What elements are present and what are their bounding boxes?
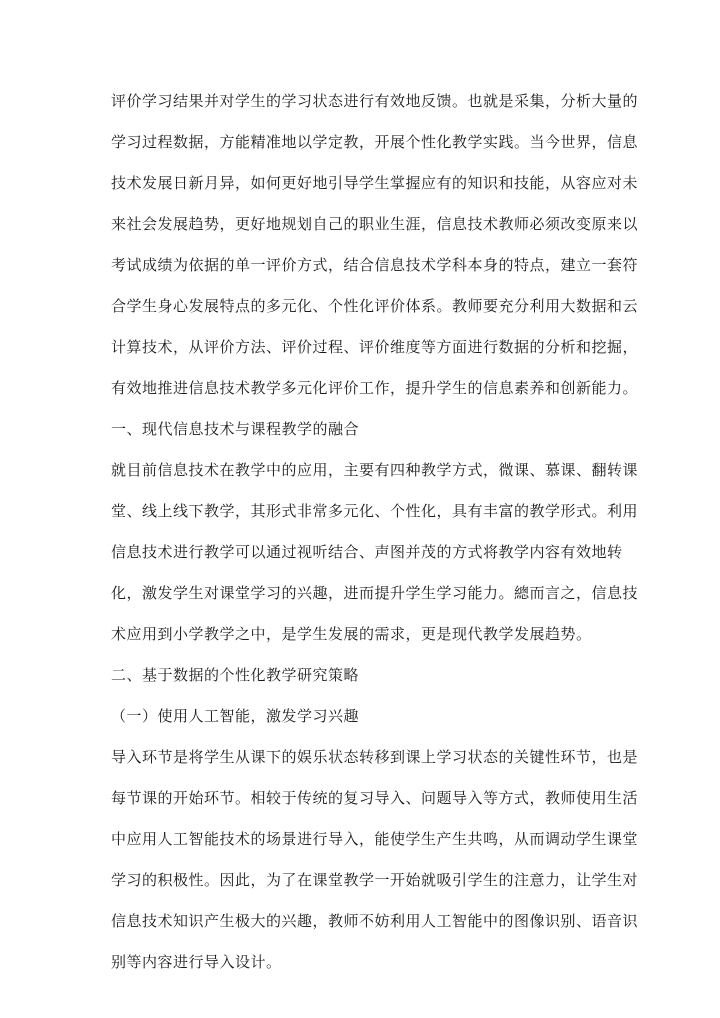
paragraph-2-line: 就目前信息技术在教学中的应用，主要有四种教学方式，微课、慕课、翻转课	[111, 461, 639, 479]
paragraph-1-line: 评价学习结果并对学生的学习状态进行有效地反馈。也就是采集，分析大量的	[111, 92, 639, 110]
paragraph-1-line: 技术发展日新月异，如何更好地引导学生掌握应有的知识和技能，从容应对未	[111, 174, 639, 192]
section-heading-2: 二、基于数据的个性化教学研究策略	[111, 666, 360, 684]
paragraph-1-line: 有效地推进信息技术教学多元化评价工作，提升学生的信息素养和创新能力。	[111, 379, 639, 397]
paragraph-1-line: 学习过程数据，方能精准地以学定教，开展个性化教学实践。当今世界，信息	[111, 133, 639, 151]
paragraph-2-line: 术应用到小学教学之中，是学生发展的需求，更是现代教学发展趋势。	[111, 625, 592, 643]
paragraph-1-line: 来社会发展趋势，更好地规划自己的职业生涯，信息技术教师必须改变原来以	[111, 215, 639, 233]
paragraph-3-line: 别等内容进行导入设计。	[111, 953, 282, 971]
paragraph-1-line: 合学生身心发展特点的多元化、个性化评价体系。教师要充分利用大数据和云	[111, 297, 639, 315]
section-heading-1: 一、现代信息技术与课程教学的融合	[111, 420, 360, 438]
paragraph-3-line: 每节课的开始环节。相较于传统的复习导入、问题导入等方式，教师使用生活	[111, 789, 639, 807]
paragraph-3-line: 信息技术知识产生极大的兴趣，教师不妨利用人工智能中的图像识别、语音识	[111, 912, 639, 930]
paragraph-3-line: 导入环节是将学生从课下的娱乐状态转移到课上学习状态的关键性环节，也是	[111, 748, 639, 766]
paragraph-3-line: 学习的积极性。因此，为了在课堂教学一开始就吸引学生的注意力，让学生对	[111, 871, 639, 889]
paragraph-2-line: 堂、线上线下教学，其形式非常多元化、个性化，具有丰富的教学形式。利用	[111, 502, 639, 520]
subsection-heading-1: （一）使用人工智能，激发学习兴趣	[111, 707, 360, 725]
paragraph-1-line: 计算技术，从评价方法、评价过程、评价维度等方面进行数据的分析和挖掘，	[111, 338, 639, 356]
paragraph-2-line: 信息技术进行教学可以通过视听结合、声图并茂的方式将教学内容有效地转	[111, 543, 623, 561]
paragraph-2-line: 化，激发学生对课堂学习的兴趣，进而提升学生学习能力。總而言之，信息技	[111, 584, 639, 602]
paragraph-1-line: 考试成绩为依据的单一评价方式，结合信息技术学科本身的特点，建立一套符	[111, 256, 639, 274]
paragraph-3-line: 中应用人工智能技术的场景进行导入，能使学生产生共鸣，从而调动学生课堂	[111, 830, 639, 848]
